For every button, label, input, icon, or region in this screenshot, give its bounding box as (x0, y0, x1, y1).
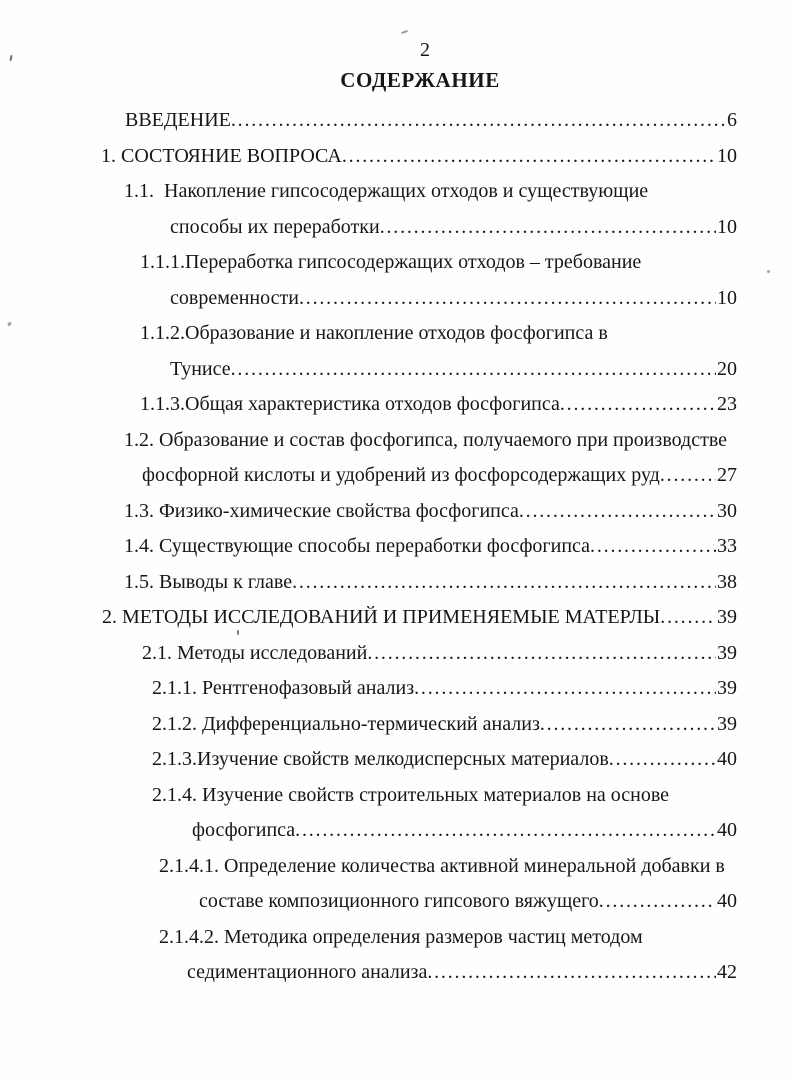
dot-leader (599, 888, 716, 914)
toc-entry (99, 959, 737, 995)
dot-leader (540, 711, 716, 737)
toc-entry (99, 924, 737, 960)
toc-entry-page: 40 (717, 890, 737, 912)
toc-entry-text: ВВЕДЕНИЕ (125, 109, 231, 131)
toc-entry (99, 675, 737, 711)
dot-leader (342, 143, 716, 169)
toc-entry-text: составе композиционного гипсового вяжущего (199, 890, 599, 912)
page-number: 2 (420, 39, 430, 61)
toc-entry-text: седиментационного анализа (187, 961, 428, 983)
dot-leader (231, 356, 716, 382)
toc-entry-text: 2.1. Методы исследований (142, 641, 368, 664)
toc-entry-page: 39 (717, 606, 737, 628)
toc-entry-text: 1.2. Образование и состав фосфогипса, получаемого при производстве (124, 428, 728, 451)
toc-entry-page: 20 (717, 357, 737, 380)
toc-entry (99, 498, 737, 534)
toc-entry-page: 38 (717, 570, 737, 593)
toc-entry-text: 2.1.4. Изучение свойств строительных материалов на основе (152, 783, 670, 806)
toc-entry (99, 462, 737, 498)
dot-leader (519, 498, 716, 524)
toc-entry-text: способы их переработки (170, 215, 380, 238)
toc-entry-text: 1.5. Выводы к главе (124, 570, 293, 593)
dot-leader (231, 107, 726, 133)
toc-entry (99, 391, 737, 427)
toc-entry (99, 746, 737, 782)
toc-entry-page: 10 (717, 144, 737, 167)
toc-entry-text: 2.1.4.2. Методика определения размеров частиц методом (159, 925, 643, 948)
toc-entry-page: 10 (717, 286, 737, 309)
scan-artifact (237, 630, 239, 635)
toc-entry-page: 39 (717, 641, 737, 664)
dot-leader (660, 604, 716, 630)
toc-entry-text: 1.1.3.Общая характеристика отходов фосфогипса (140, 393, 560, 415)
dot-leader (367, 640, 716, 666)
toc-entry (99, 249, 737, 285)
toc-entry-text: 2.1.2. Дифференциально-термический анализ (152, 712, 540, 735)
toc-entry-page: 6 (727, 109, 737, 131)
toc-entry-page: 10 (717, 215, 737, 238)
toc-entry-page: 33 (717, 535, 737, 557)
toc-entry-text: фосфорной кислоты и удобрений из фосфорсодержащих руд (142, 464, 660, 486)
toc-entry (99, 107, 737, 143)
toc-entry-text: 2.1.4.1. Определение количества активной минеральной добавки в (159, 854, 725, 877)
toc-entry (99, 888, 737, 924)
toc-entry (99, 285, 737, 321)
scan-artifact (767, 270, 770, 273)
toc-entry (99, 604, 737, 640)
dot-leader (292, 569, 716, 595)
toc-entry (99, 427, 737, 463)
toc-entry-text: фосфогипса (192, 819, 296, 841)
dot-leader (560, 391, 716, 417)
dot-leader (380, 214, 716, 240)
toc-entry-page: 42 (717, 961, 737, 983)
toc-entry-text: 2.1.3.Изучение свойств мелкодисперсных материалов (152, 748, 609, 770)
toc-entry-text: 2.1.1. Рентгенофазовый анализ (152, 677, 415, 699)
dot-leader (295, 817, 716, 843)
toc-entry (99, 178, 737, 214)
scan-artifact (401, 30, 408, 34)
toc-entry (99, 214, 737, 250)
toc-entry-text: 2. МЕТОДЫ ИССЛЕДОВАНИЙ И ПРИМЕНЯЕМЫЕ МАТЕРЛЫ (102, 606, 661, 628)
toc-entry (99, 711, 737, 747)
scan-artifact (9, 55, 12, 61)
toc-entry (99, 533, 737, 569)
toc-entry-page: 40 (717, 748, 737, 770)
page-title: СОДЕРЖАНИЕ (340, 68, 500, 92)
toc-entry-text: 1.4. Существующие способы переработки фосфогипса (124, 535, 591, 557)
toc-entry-page: 23 (717, 393, 737, 415)
toc-entry-text: 1.1.2.Образование и накопление отходов фосфогипса в (140, 322, 608, 344)
toc-entry (99, 640, 737, 676)
toc-entry-text: Тунисе (170, 357, 231, 380)
dot-leader (427, 959, 716, 985)
dot-leader (590, 533, 716, 559)
toc-entry-text: 1. СОСТОЯНИЕ ВОПРОСА (101, 144, 342, 167)
dot-leader (299, 285, 716, 311)
toc-entry-page: 27 (717, 464, 737, 486)
toc-entry (99, 143, 737, 179)
dot-leader (414, 675, 716, 701)
toc-entry-page: 39 (717, 712, 737, 735)
toc-entry-text: 1.1.1.Переработка гипсосодержащих отходов – требование (140, 251, 642, 273)
dot-leader (660, 462, 716, 488)
toc-entry-page: 39 (717, 677, 737, 699)
scan-artifact (7, 322, 12, 327)
toc-entry (99, 569, 737, 605)
toc-entry (99, 817, 737, 853)
toc-entry (99, 356, 737, 392)
toc-entry-text: 1.3. Физико-химические свойства фосфогипса (124, 499, 519, 522)
toc-entry-text: современности (170, 286, 299, 309)
toc-entry-page: 30 (717, 499, 737, 522)
toc-entry (99, 320, 737, 356)
toc-entry (99, 782, 737, 818)
toc-entry-page: 40 (717, 819, 737, 841)
toc-entry (99, 853, 737, 889)
dot-leader (609, 746, 716, 772)
toc-entry-text: 1.1. Накопление гипсосодержащих отходов и существующие (124, 180, 649, 202)
table-of-contents (99, 107, 737, 995)
